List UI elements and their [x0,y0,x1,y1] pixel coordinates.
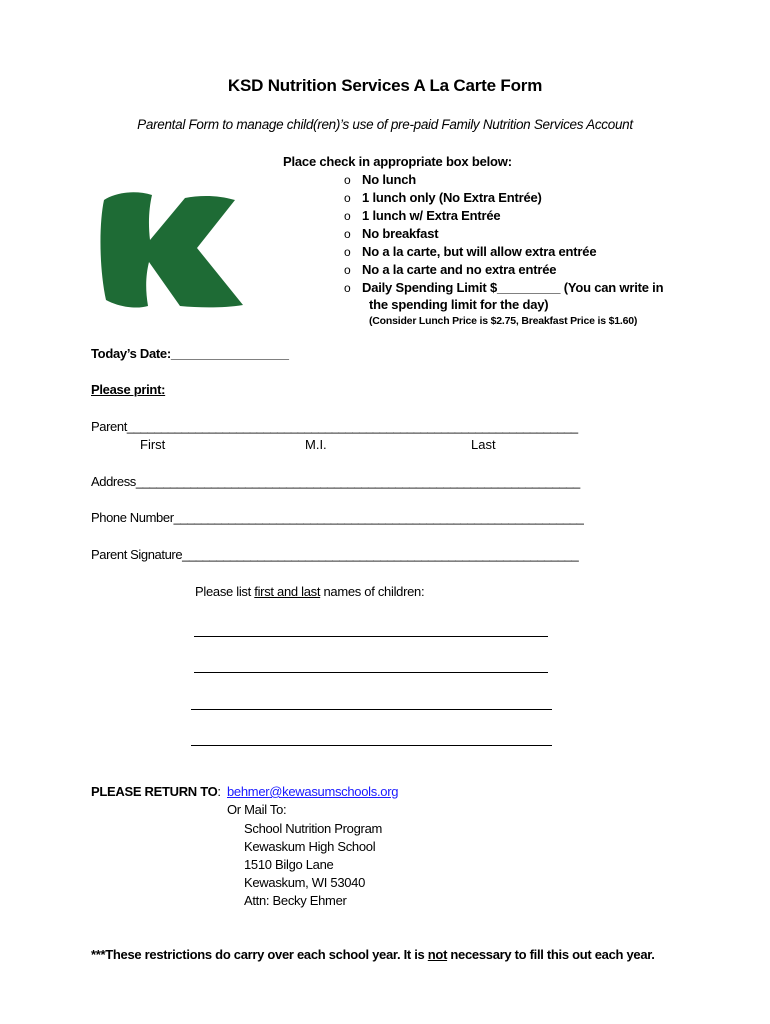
spending-limit-continuation: the spending limit for the day) [369,297,549,312]
checkbox-circle-icon[interactable]: o [344,245,351,259]
option-one-lunch[interactable]: o 1 lunch only (No Extra Entrée) [344,190,542,205]
footer-note: ***These restrictions do carry over each school year. It is not necessary to fill this out each year. [91,947,655,962]
option-no-lunch[interactable]: o No lunch [344,172,417,187]
child-name-line-3[interactable] [191,709,552,710]
option-lunch-extra-entree[interactable]: o 1 lunch w/ Extra Entrée [344,208,501,223]
child-name-line-4[interactable] [191,745,552,746]
form-title: KSD Nutrition Services A La Carte Form [227,76,543,95]
option-no-ala-carte-no-extra[interactable]: o No a la carte and no extra entrée [344,262,557,277]
checklist-heading: Place check in appropriate box below: [283,154,512,169]
checkbox-circle-icon[interactable]: o [344,191,351,205]
return-to-label: PLEASE RETURN TO: [91,784,221,799]
parent-signature-field[interactable]: Parent Signature__________________________________________________________ [91,547,579,562]
option-daily-spending-limit[interactable]: o Daily Spending Limit $_________ (You can write in [344,280,664,295]
child-name-line-2[interactable] [194,672,548,673]
parent-name-field[interactable]: Parent__________________________________________________________________ [91,419,578,434]
checkbox-circle-icon[interactable]: o [344,281,351,295]
phone-number-field[interactable]: Phone Number____________________________________________________________ [91,510,584,525]
option-no-breakfast[interactable]: o No breakfast [344,226,439,241]
return-email-link[interactable]: behmer@kewasumschools.org [227,784,399,799]
school-k-logo [96,178,244,316]
price-note: (Consider Lunch Price is $2.75, Breakfast Price is $1.60) [369,315,638,327]
address-line: School Nutrition Program [244,821,383,836]
form-subtitle: Parental Form to manage child(ren)’s use of pre-paid Family Nutrition Services Account [137,117,633,132]
or-mail-to-label: Or Mail To: [227,802,287,817]
mailing-address [244,820,382,910]
please-print-label: Please print: [91,382,166,397]
parent-last-label: Last [471,437,496,452]
todays-date-field[interactable]: Today’s Date:_________________ [91,346,289,361]
children-names-label: Please list first and last names of children: [195,584,425,599]
option-no-ala-carte-allow-extra[interactable]: o No a la carte, but will allow extra entrée [344,244,597,259]
checkbox-circle-icon[interactable]: o [344,263,351,277]
address-field[interactable]: Address_________________________________________________________________ [91,474,580,489]
child-name-line-1[interactable] [194,636,548,637]
address-line: Kewaskum, WI 53040 [244,875,366,890]
parent-mi-label: M.I. [305,437,327,452]
k-letter-shape [100,192,243,307]
parent-first-label: First [140,437,166,452]
checkbox-circle-icon[interactable]: o [344,173,351,187]
checkbox-circle-icon[interactable]: o [344,227,351,241]
checklist-options [344,171,663,297]
checkbox-circle-icon[interactable]: o [344,209,351,223]
address-line: Attn: Becky Ehmer [244,893,347,908]
address-line: Kewaskum High School [244,839,376,854]
address-line: 1510 Bilgo Lane [244,857,334,872]
